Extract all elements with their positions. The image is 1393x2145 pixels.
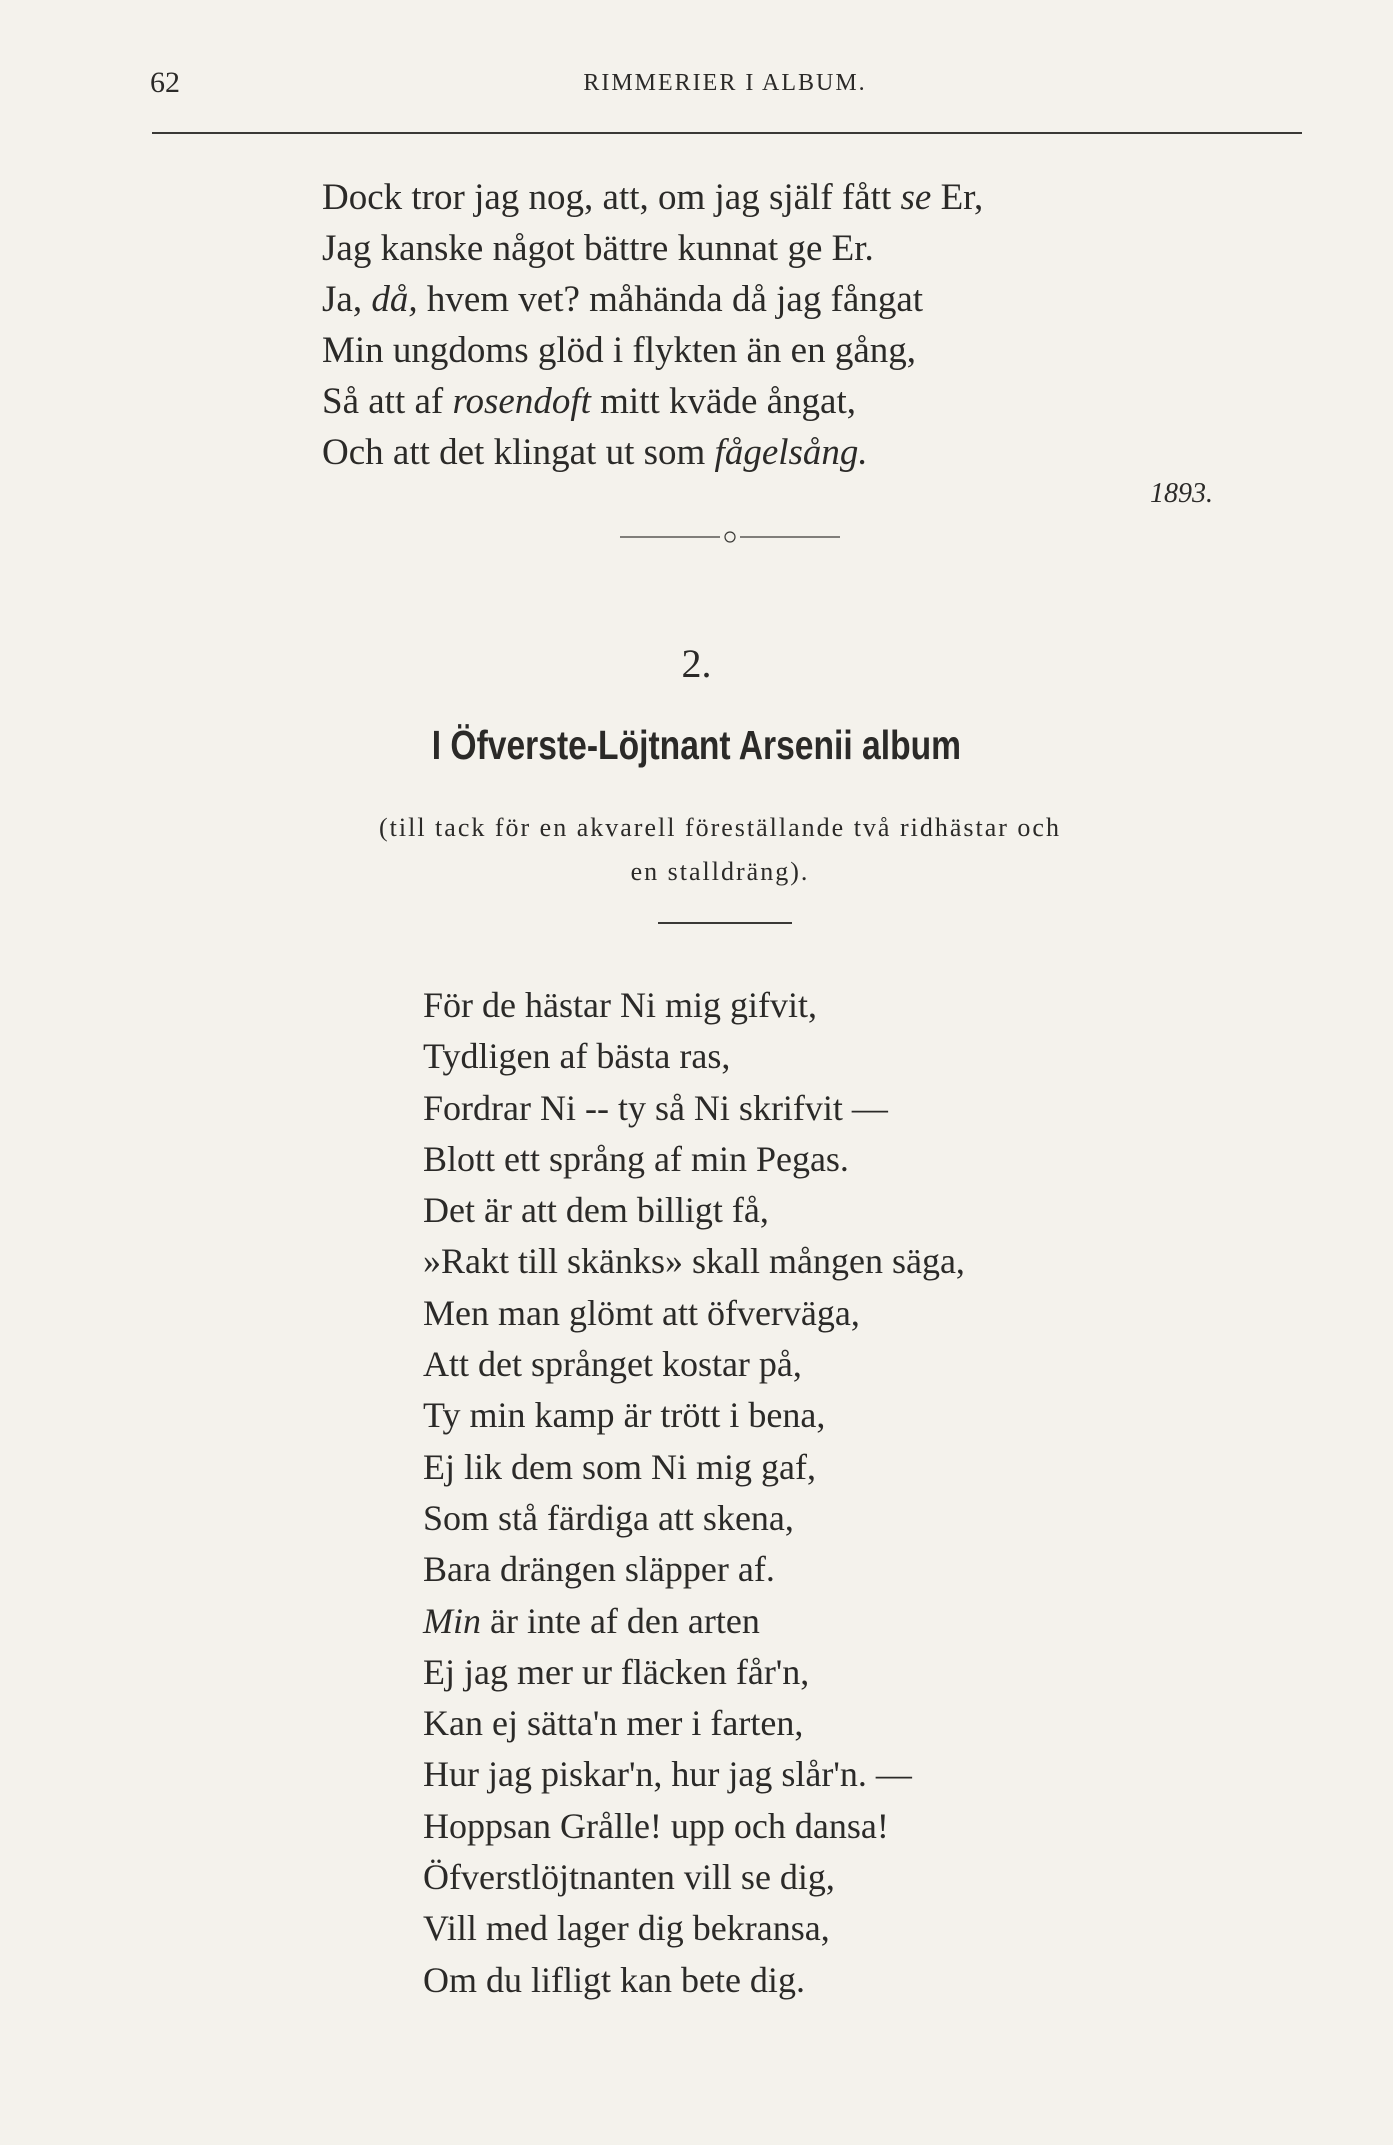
poem-line: Tydligen af bästa ras, bbox=[423, 1036, 731, 1077]
italic-word: Min bbox=[423, 1600, 481, 1641]
poem-title: I Öfverste-Löjtnant Arsenii album bbox=[431, 722, 962, 768]
poem-line: Så att af rosendoft mitt kväde ångat, bbox=[322, 381, 856, 422]
poem-line: Om du lifligt kan bete dig. bbox=[423, 1959, 805, 2000]
italic-word: se bbox=[900, 177, 932, 218]
poem-line: Dock tror jag nog, att, om jag själf fått se Er, bbox=[322, 177, 984, 218]
section-number: 2. bbox=[681, 641, 712, 686]
poem-line: Blott ett språng af min Pegas. bbox=[423, 1138, 849, 1179]
stanza-1 bbox=[322, 172, 1222, 478]
running-title: RIMMERIER I ALBUM. bbox=[583, 70, 867, 96]
poem-line: Jag kanske något bättre kunnat ge Er. bbox=[322, 228, 874, 269]
poem-line: Öfverstlöjtnanten vill se dig, bbox=[423, 1857, 835, 1898]
poem-line: Som stå färdiga att skena, bbox=[423, 1497, 794, 1538]
poem-line: Ja, då, hvem vet? måhända då jag fångat bbox=[322, 279, 924, 320]
italic-word: då, bbox=[371, 279, 418, 320]
poem-line: Bara drängen släpper af. bbox=[423, 1549, 775, 1590]
poem-line: För de hästar Ni mig gifvit, bbox=[423, 985, 817, 1025]
poem-subtitle bbox=[270, 806, 1170, 894]
poem-line: Hur jag piskar'n, hur jag slår'n. — bbox=[423, 1754, 912, 1795]
poem-line: »Rakt till skänks» skall mången säga, bbox=[423, 1241, 965, 1282]
poem-line: Kan ej sätta'n mer i farten, bbox=[423, 1703, 804, 1744]
page-number: 62 bbox=[150, 66, 180, 99]
header-rule bbox=[152, 132, 1302, 134]
stanza-2 bbox=[423, 980, 1223, 2006]
poem-line: Hoppsan Grålle! upp och dansa! bbox=[423, 1805, 889, 1846]
poem-line: Det är att dem billigt få, bbox=[423, 1190, 769, 1231]
subtitle-line: en stalldräng). bbox=[630, 857, 810, 886]
ornament-divider bbox=[620, 525, 840, 549]
title-rule bbox=[658, 922, 792, 924]
italic-word: fågelsång. bbox=[714, 432, 868, 473]
poem-line: Fordrar Ni -- ty så Ni skrifvit — bbox=[423, 1087, 888, 1128]
poem-line: Men man glömt att öfverväga, bbox=[423, 1292, 860, 1333]
poem-line: Ty min kamp är trött i bena, bbox=[423, 1395, 826, 1436]
poem-line: Ej lik dem som Ni mig gaf, bbox=[423, 1446, 816, 1487]
poem-line: Vill med lager dig bekransa, bbox=[423, 1908, 830, 1949]
poem-line: Ej jag mer ur fläcken får'n, bbox=[423, 1651, 810, 1692]
page-header bbox=[150, 66, 1300, 106]
italic-word: rosendoft bbox=[452, 381, 591, 422]
poem-year: 1893. bbox=[1150, 478, 1213, 509]
poem-line: Min ungdoms glöd i flykten än en gång, bbox=[322, 330, 916, 371]
poem-line: Att det språnget kostar på, bbox=[423, 1344, 802, 1385]
poem-line: Och att det klingat ut som fågelsång. bbox=[322, 432, 868, 473]
subtitle-line: (till tack för en akvarell föreställande två ridhästar och bbox=[379, 813, 1061, 842]
poem-line: Min är inte af den arten bbox=[423, 1600, 760, 1641]
